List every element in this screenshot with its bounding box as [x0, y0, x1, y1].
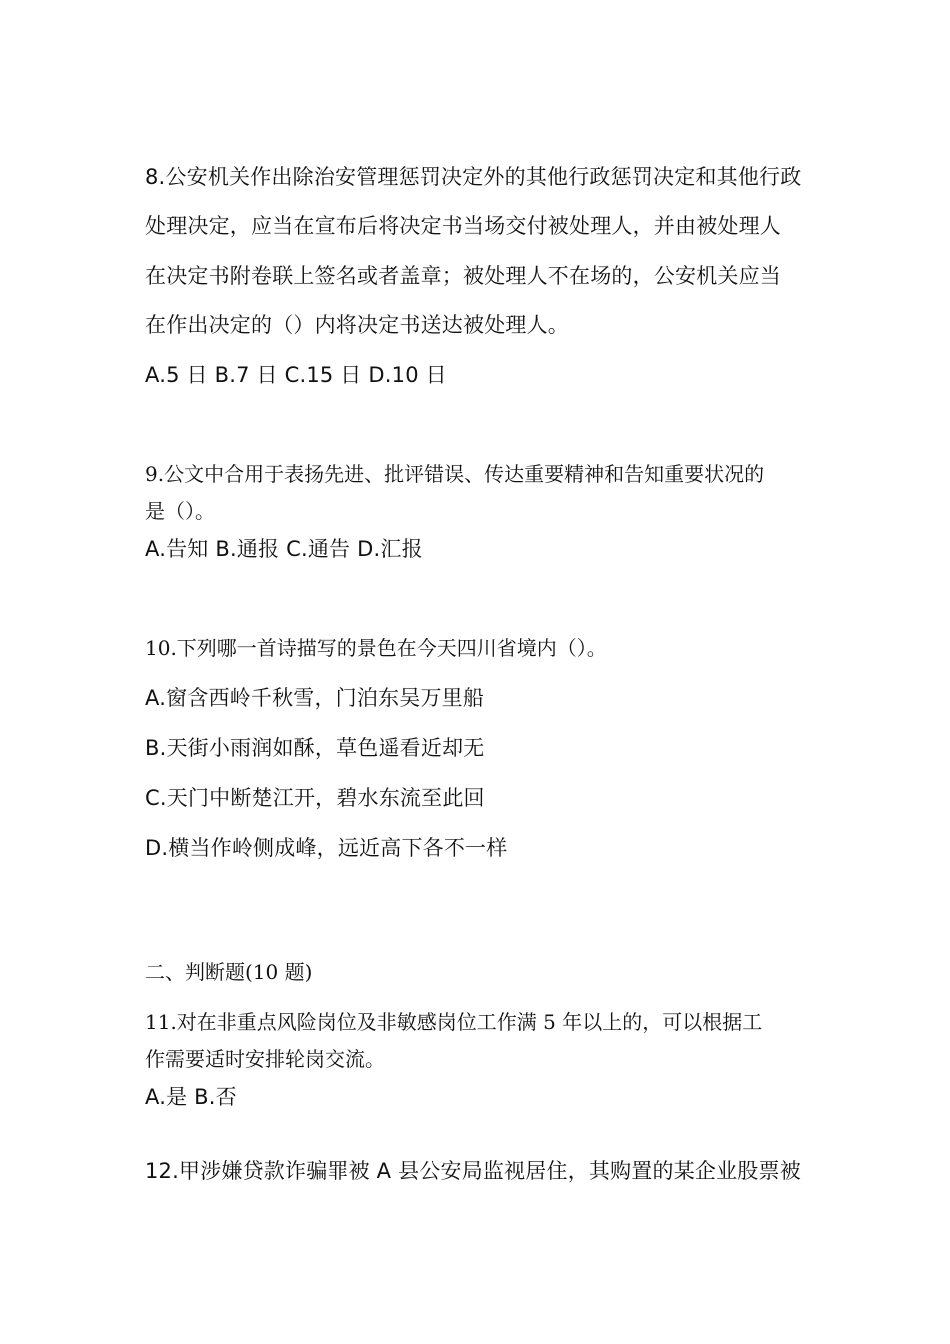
- q8-options: A.5 日 B.7 日 C.15 日 D.10 日: [145, 363, 447, 387]
- q10-option-a: A.窗含西岭千秋雪，门泊东吴万里船: [145, 686, 485, 710]
- q9-text-line-2: 是（）。: [145, 499, 215, 523]
- q10-option-c: C.天门中断楚江开，碧水东流至此回: [145, 786, 485, 810]
- q9-text-line-1: 9.公文中合用于表扬先进、批评错误、传达重要精神和告知重要状况的: [145, 462, 765, 486]
- section-heading: 二、判断题(10 题): [145, 960, 313, 984]
- q10-option-d: D.横当作岭侧成峰，远近高下各不一样: [145, 836, 508, 860]
- q9-options: A.告知 B.通报 C.通告 D.汇报: [145, 537, 423, 561]
- q10-stem: 10.下列哪一首诗描写的景色在今天四川省境内（）。: [145, 636, 607, 660]
- q11-options: A.是 B.否: [145, 1085, 237, 1109]
- q12-text-line-1: 12.甲涉嫌贷款诈骗罪被 A 县公安局监视居住，其购置的某企业股票被: [145, 1159, 801, 1183]
- q8-text-line-4: 在作出决定的（）内将决定书送达被处理人。: [145, 313, 569, 337]
- q11-text-line-1: 11.对在非重点风险岗位及非敏感岗位工作满 5 年以上的，可以根据工: [145, 1010, 763, 1034]
- q11-text-line-2: 作需要适时安排轮岗交流。: [145, 1047, 385, 1071]
- q8-text-line-2: 处理决定，应当在宣布后将决定书当场交付被处理人，并由被处理人: [145, 214, 781, 238]
- q10-option-b: B.天街小雨润如酥，草色遥看近却无: [145, 736, 485, 760]
- q8-text-line-3: 在决定书附卷联上签名或者盖章；被处理人不在场的，公安机关应当: [145, 264, 781, 288]
- q8-text-line-1: 8.公安机关作出除治安管理惩罚决定外的其他行政惩罚决定和其他行政: [145, 165, 802, 189]
